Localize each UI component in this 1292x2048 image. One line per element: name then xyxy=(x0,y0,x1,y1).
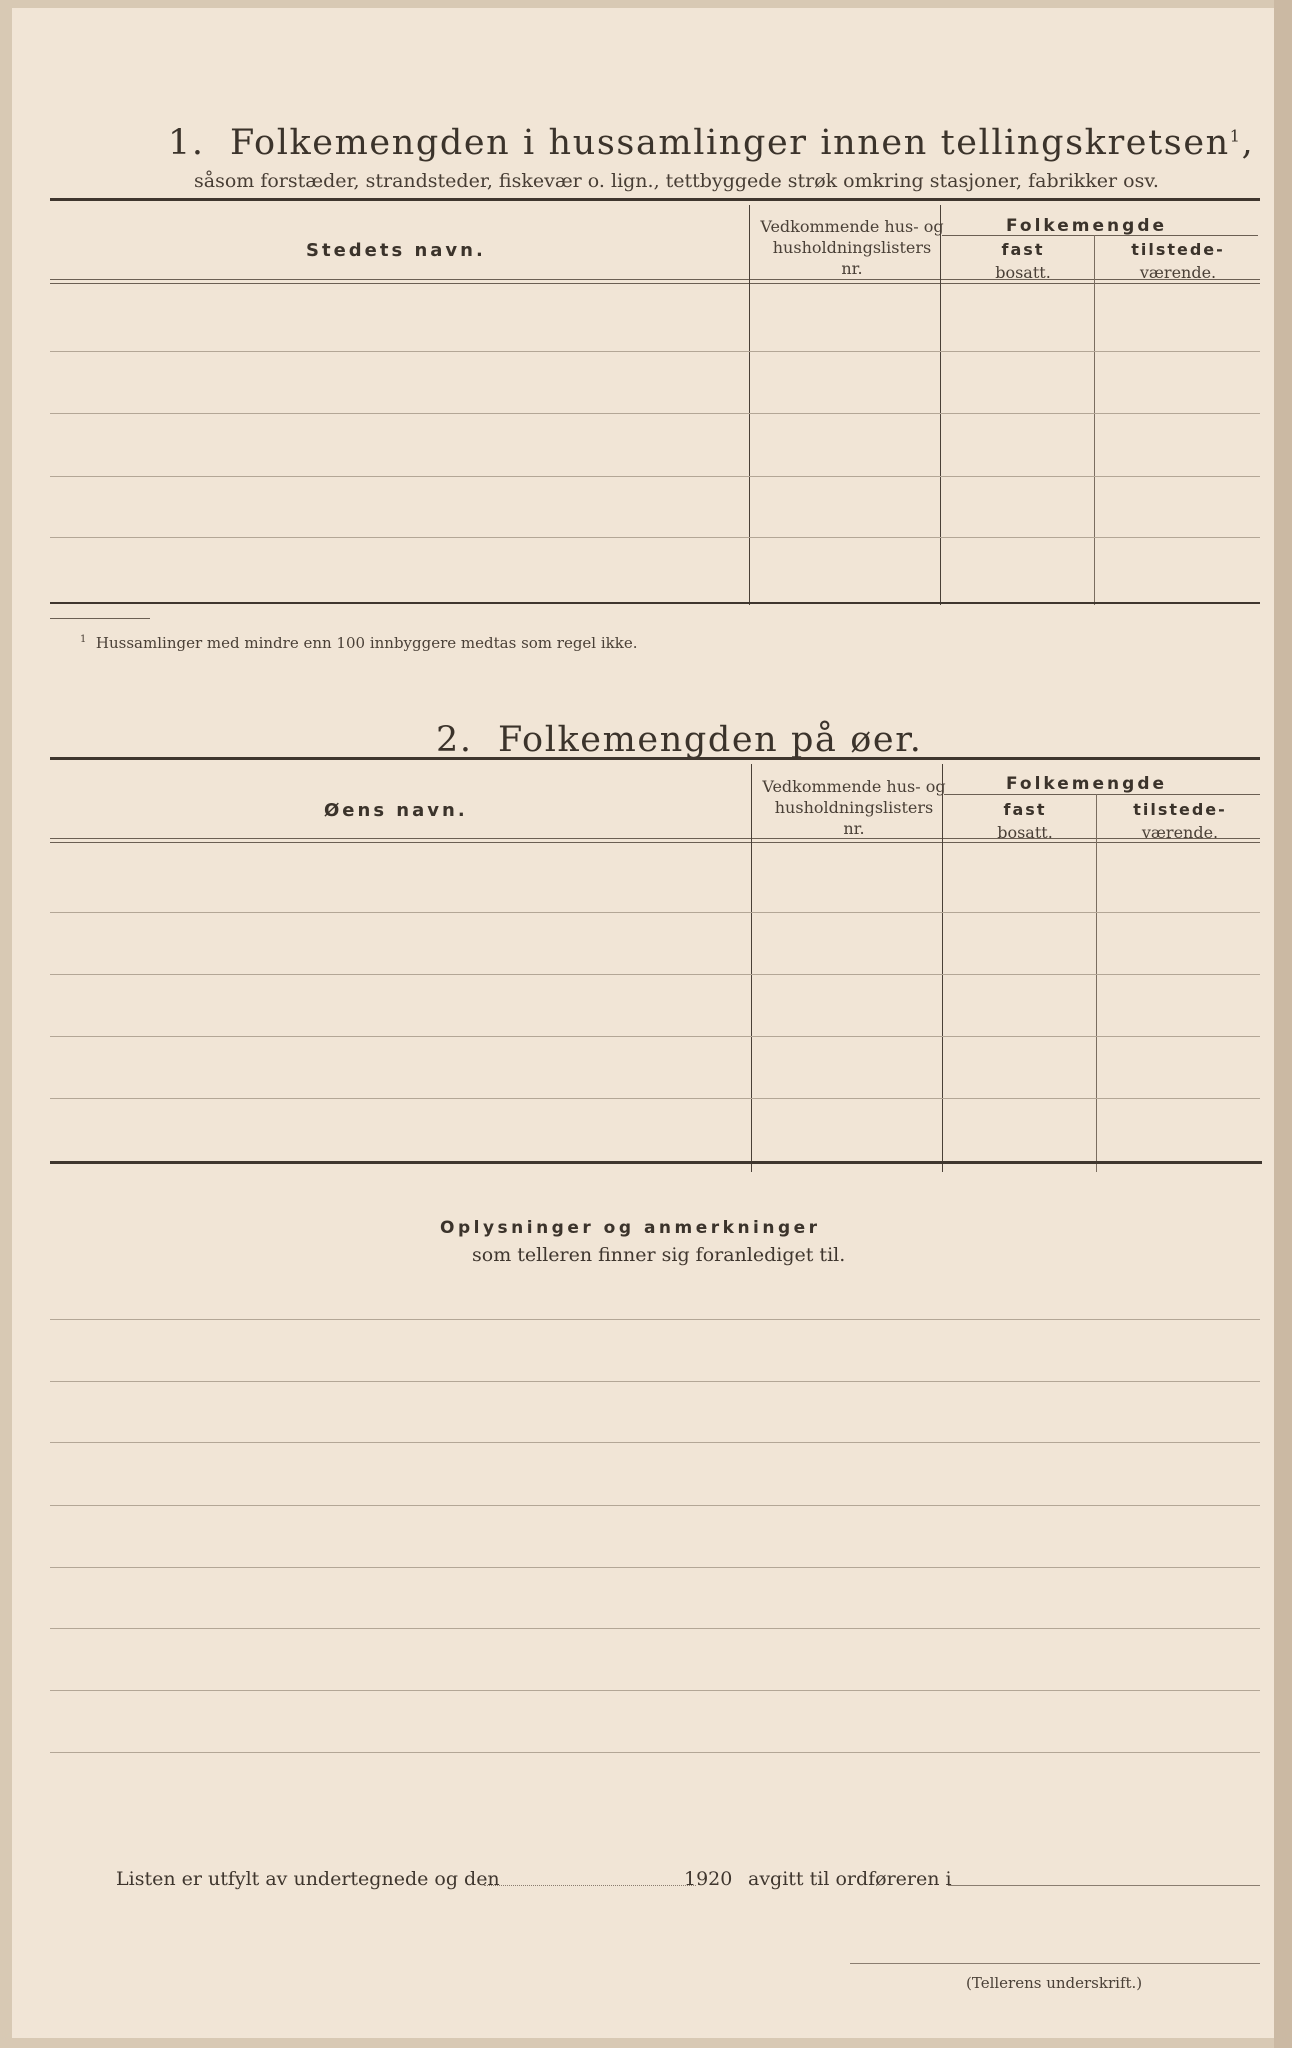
signature-field[interactable] xyxy=(850,1963,1260,1964)
section2-row-2 xyxy=(50,974,1260,975)
section2-vline-2 xyxy=(942,764,943,1172)
section2-col-tilstede: tilstede- xyxy=(1133,800,1227,819)
notes-line-5[interactable] xyxy=(50,1567,1260,1568)
section2-heading xyxy=(436,720,922,760)
section2-header-rule-2 xyxy=(50,842,1260,843)
section1-col-pop: Folkemengde xyxy=(1006,216,1168,236)
footnote-rule xyxy=(50,618,150,619)
section2-col-fast: fast xyxy=(1003,800,1047,819)
section1-title: Folkemengden i hussamlinger innen tellingskretsen xyxy=(230,123,1230,163)
section1-number: 1. xyxy=(168,123,205,163)
section1-row-1 xyxy=(50,351,1260,352)
notes-line-7[interactable] xyxy=(50,1690,1260,1691)
section1-col-list: Vedkommende hus- og husholdningslisters nr. xyxy=(760,217,944,278)
section2-pop-divider xyxy=(944,794,1260,795)
section1-subtitle: såsom forstæder, strandsteder, fiskevær o. lign., tettbyggede strøk omkring stasjoner, fabrikker osv. xyxy=(194,170,1159,192)
section1-footnote-mark: 1 xyxy=(1229,126,1242,146)
section2-vline-3 xyxy=(1096,794,1097,1172)
notes-line-1[interactable] xyxy=(50,1319,1260,1320)
section2-col-pop: Folkemengde xyxy=(1006,774,1168,794)
section1-col-tilstede-sub: værende. xyxy=(1139,263,1217,282)
signature-caption: (Tellerens underskrift.) xyxy=(966,1974,1143,1992)
section2-col-tilstede-sub: værende. xyxy=(1141,823,1219,842)
section1-vline-3 xyxy=(1094,235,1095,605)
signature-year: 1920 xyxy=(684,1868,733,1890)
section1-header-rule xyxy=(50,279,1260,280)
section1-bottom-rule xyxy=(50,602,1260,604)
section1-footnote: $^1$ Hussamlinger med mindre enn 100 innbyggere medtas som regel ikke. xyxy=(80,634,638,652)
notes-line-8[interactable] xyxy=(50,1752,1260,1753)
section1-col-name: Stedets navn. xyxy=(306,240,486,261)
section2-header-rule xyxy=(50,838,1260,839)
section2-top-rule xyxy=(50,757,1260,760)
section2-col-list: Vedkommende hus- og husholdningslisters nr. xyxy=(762,777,946,838)
section1-top-rule xyxy=(50,198,1260,201)
section2-col-name: Øens navn. xyxy=(324,800,468,821)
notes-line-2[interactable] xyxy=(50,1381,1260,1382)
signature-text-mid: avgitt til ordføreren i xyxy=(748,1868,952,1890)
section1-col-tilstede: tilstede- xyxy=(1131,240,1225,259)
section1-title-end: , xyxy=(1241,123,1255,163)
section1-header-rule-2 xyxy=(50,283,1260,284)
section2-row-4 xyxy=(50,1098,1260,1099)
section2-bottom-rule xyxy=(50,1161,1262,1164)
notes-title: Oplysninger og anmerkninger xyxy=(440,1218,821,1238)
municipality-field[interactable] xyxy=(948,1885,1260,1886)
section1-row-2 xyxy=(50,413,1260,414)
notes-line-4[interactable] xyxy=(50,1505,1260,1506)
section2-col-fast-sub: bosatt. xyxy=(997,823,1053,842)
section1-pop-divider xyxy=(942,235,1258,236)
section1-row-3 xyxy=(50,476,1260,477)
section2-vline-1 xyxy=(751,764,752,1172)
notes-line-3[interactable] xyxy=(50,1442,1260,1443)
date-field[interactable] xyxy=(484,1885,696,1886)
section2-number: 2. xyxy=(436,720,473,760)
section2-row-3 xyxy=(50,1036,1260,1037)
section1-col-fast: fast xyxy=(1001,240,1045,259)
section1-vline-1 xyxy=(749,205,750,605)
section1-heading xyxy=(168,123,1254,163)
section1-row-4 xyxy=(50,537,1260,538)
signature-text-start: Listen er utfylt av undertegnede og den xyxy=(116,1868,500,1890)
notes-subtitle: som telleren finner sig foranlediget til. xyxy=(472,1244,846,1266)
census-form-page xyxy=(12,8,1274,2038)
section2-row-1 xyxy=(50,912,1260,913)
page-edge xyxy=(1274,0,1292,2048)
notes-line-6[interactable] xyxy=(50,1628,1260,1629)
section2-title: Folkemengden på øer. xyxy=(498,720,923,760)
section1-col-fast-sub: bosatt. xyxy=(995,263,1051,282)
section1-vline-2 xyxy=(940,205,941,605)
